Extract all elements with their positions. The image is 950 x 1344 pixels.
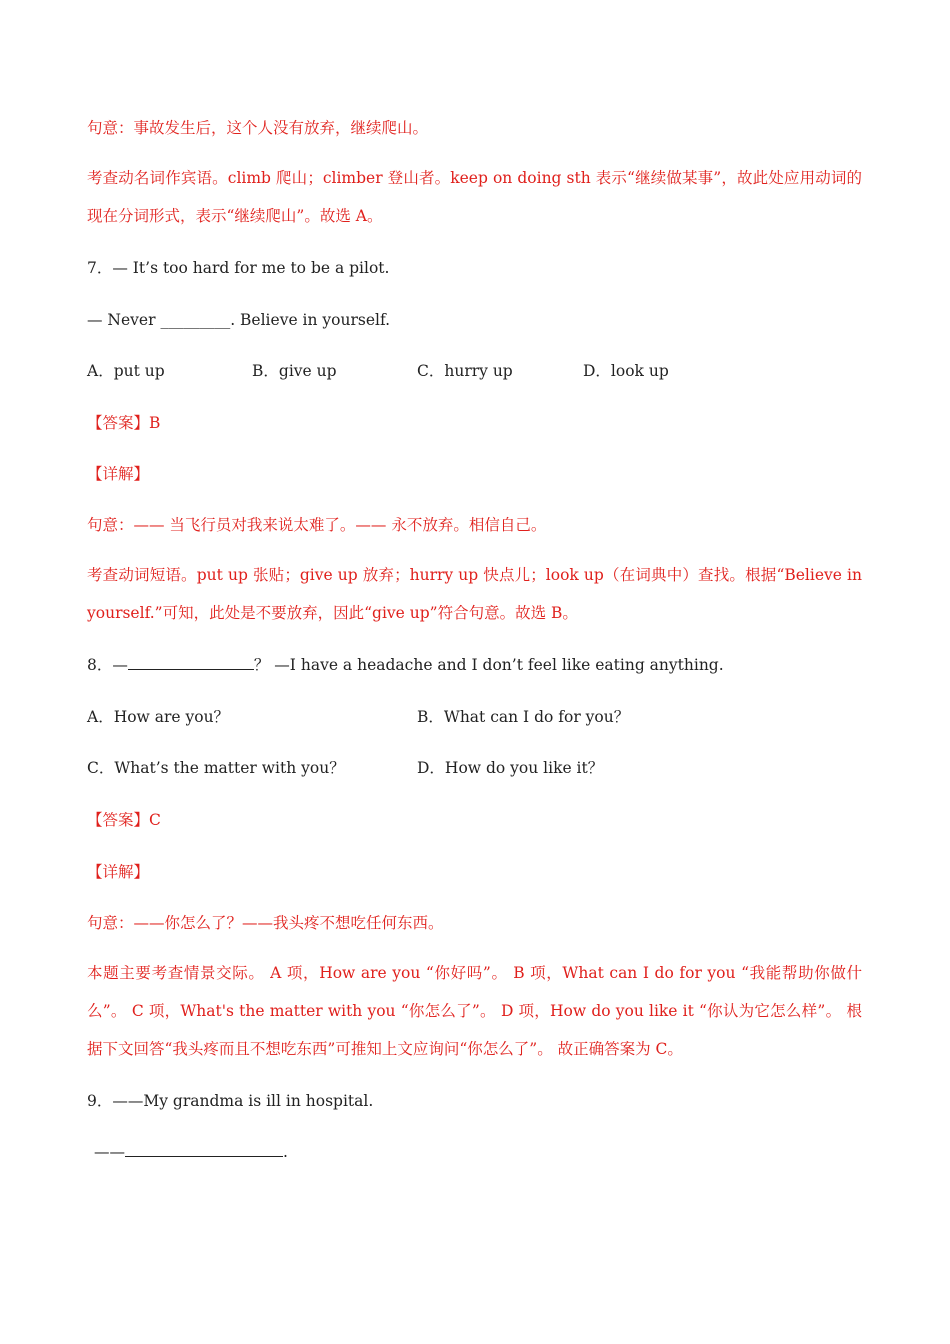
q7-stem: 7．— It’s too hard for me to be a pilot. <box>87 259 390 277</box>
q7-line2 <box>87 310 390 330</box>
q7-meaning: 句意：—— 当飞行员对我来说太难了。—— 永不放弃。相信自己。 <box>87 516 547 534</box>
q8-option-a: A．How are you？ <box>87 708 230 726</box>
q8-option-c: C．What’s the matter with you？ <box>87 759 345 777</box>
q7-option-d: D．look up <box>583 362 669 380</box>
q7-line2-post: . Believe in yourself. <box>230 311 391 329</box>
q7-detail-label: 【详解】 <box>87 465 150 483</box>
q8-blank <box>128 655 254 670</box>
q7-option-b: B．give up <box>252 362 337 380</box>
q7-line2-pre: — Never <box>87 311 161 329</box>
q9-reply <box>94 1142 288 1162</box>
q8-option-b: B．What can I do for you？ <box>417 708 630 726</box>
q6-analysis: 考查动名词作宾语。climb 爬山；climber 登山者。keep on doing sth 表示“继续做某事”，故此处应用动词的现在分词形式，表示“继续爬山”。故选 A。 <box>87 169 862 225</box>
q9-reply-pre: —— <box>94 1143 125 1161</box>
q8-option-d: D．How do you like it？ <box>417 759 604 777</box>
q8-stem-post: ？ —I have a headache and I don’t feel like eating anything. <box>253 656 724 674</box>
q8-analysis: 本题主要考查情景交际。 A 项，How are you “你好吗”。 B 项，What can I do for you “我能帮助你做什么”。 C 项，What's the matter with you “你怎么了”。 D 项，How do you like it “你认为它怎么样”。 根据下文回答“我头疼而且不想吃东西”可推知上文应询问“你怎么了”。 故正确答案为 C。 <box>87 964 862 1058</box>
q9-stem: 9．——My grandma is ill in hospital. <box>87 1092 374 1110</box>
q7-blank: _________ <box>160 311 231 329</box>
q7-option-a: A．put up <box>87 362 165 380</box>
q8-answer: 【答案】C <box>87 811 161 829</box>
q6-meaning: 句意：事故发生后，这个人没有放弃，继续爬山。 <box>87 119 429 137</box>
q7-analysis: 考查动词短语。put up 张贴；give up 放弃；hurry up 快点儿；look up（在词典中）查找。根据“Believe in yourself.”可知，此处是不要放弃，因此“give up”符合句意。故选 B。 <box>87 566 862 622</box>
q9-blank <box>125 1142 283 1157</box>
q8-stem-pre: 8．— <box>87 656 128 674</box>
q9-reply-post: . <box>283 1143 288 1161</box>
q8-meaning: 句意：——你怎么了？——我头疼不想吃任何东西。 <box>87 914 444 932</box>
q8-stem <box>87 655 724 675</box>
q7-answer: 【答案】B <box>87 414 161 432</box>
q7-option-c: C．hurry up <box>417 362 513 380</box>
q8-detail-label: 【详解】 <box>87 863 150 881</box>
